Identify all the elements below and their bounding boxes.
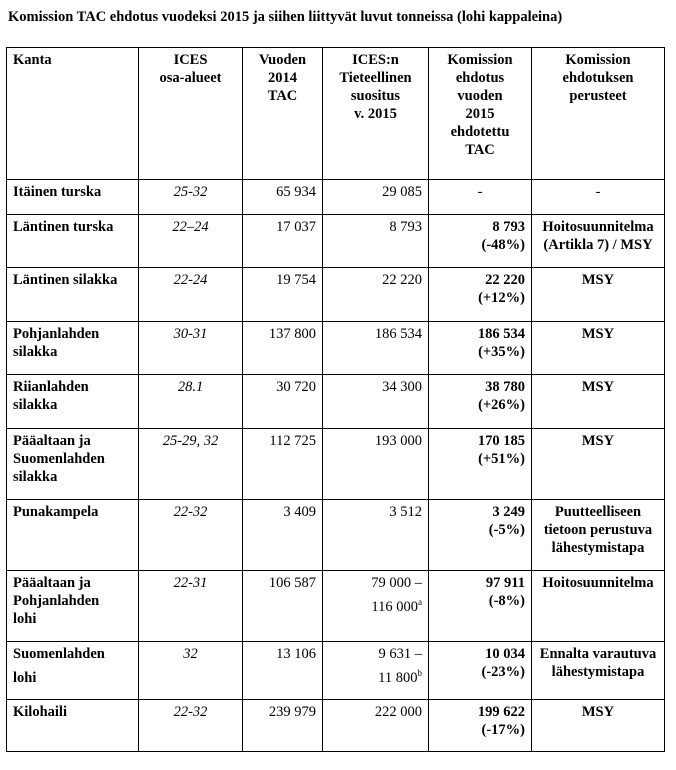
proposal-basis: MSY [532, 375, 665, 429]
ices-areas: 22-31 [139, 571, 243, 642]
header-basis: Komission ehdotuksen perusteet [532, 48, 665, 180]
proposal-basis: MSY [532, 268, 665, 322]
proposed-tac: 97 911 (-8%) [429, 571, 532, 642]
ices-advice: 186 534 [323, 322, 429, 375]
tac-2014: 137 800 [243, 322, 323, 375]
proposal-basis: MSY [532, 429, 665, 500]
stock-name: Pääaltaan ja Pohjanlahden lohi [7, 571, 139, 642]
ices-advice: 8 793 [323, 215, 429, 268]
ices-areas: 22–24 [139, 215, 243, 268]
stock-name: Pääaltaan ja Suomenlahden silakka [7, 429, 139, 500]
proposal-basis: MSY [532, 322, 665, 375]
proposed-tac: 3 249 (-5%) [429, 500, 532, 571]
header-ices: ICES osa-alueet [139, 48, 243, 180]
header-tac2014: Vuoden 2014 TAC [243, 48, 323, 180]
tac-2014: 30 720 [243, 375, 323, 429]
table-row [7, 571, 665, 642]
proposal-basis: - [532, 180, 665, 215]
header-advice: ICES:n Tieteellinen suositus v. 2015 [323, 48, 429, 180]
ices-advice: 222 000 [323, 700, 429, 752]
tac-2014: 239 979 [243, 700, 323, 752]
ices-advice: 29 085 [323, 180, 429, 215]
proposal-basis: Puutteelliseen tietoon perustuva lähestymistapa [532, 500, 665, 571]
tac-2014: 112 725 [243, 429, 323, 500]
ices-advice: 79 000 – 116 000$^a$ [323, 571, 429, 642]
stock-name: Pohjanlahden silakka [7, 322, 139, 375]
proposed-tac: 10 034 (-23%) [429, 642, 532, 700]
tac-2014: 106 587 [243, 571, 323, 642]
ices-advice: 9 631 – 11 800$^b$ [323, 642, 429, 700]
ices-areas: 25-29, 32 [139, 429, 243, 500]
table-row [7, 700, 665, 752]
proposed-tac: 186 534 (+35%) [429, 322, 532, 375]
proposed-tac: 199 622 (-17%) [429, 700, 532, 752]
header-stock: Kanta [7, 48, 139, 180]
table-row [7, 429, 665, 500]
ices-areas: 28.1 [139, 375, 243, 429]
ices-advice: 22 220 [323, 268, 429, 322]
tac-2014: 17 037 [243, 215, 323, 268]
tac-2014: 13 106 [243, 642, 323, 700]
proposal-basis: Hoitosuunnitelma (Artikla 7) / MSY [532, 215, 665, 268]
footnote-marker: b [417, 668, 422, 679]
tac-2014: 3 409 [243, 500, 323, 571]
ices-advice: 3 512 [323, 500, 429, 571]
header-row [7, 48, 665, 180]
proposed-tac: - [429, 180, 532, 215]
table-row [7, 642, 665, 700]
tac-2014: 65 934 [243, 180, 323, 215]
page-title: Komission TAC ehdotus vuodeksi 2015 ja siihen liittyvät luvut tonneissa (lohi kappaleina) [8, 9, 563, 25]
tac-table [6, 47, 665, 752]
ices-areas: 22-32 [139, 500, 243, 571]
table-row [7, 180, 665, 215]
table-row [7, 500, 665, 571]
proposed-tac: 8 793 (-48%) [429, 215, 532, 268]
stock-name: Riianlahden silakka [7, 375, 139, 429]
stock-name: Läntinen silakka [7, 268, 139, 322]
ices-advice: 193 000 [323, 429, 429, 500]
proposed-tac: 170 185 (+51%) [429, 429, 532, 500]
stock-name: Punakampela [7, 500, 139, 571]
table-row [7, 375, 665, 429]
stock-name: Kilohaili [7, 700, 139, 752]
proposal-basis: Hoitosuunnitelma [532, 571, 665, 642]
proposed-tac: 38 780 (+26%) [429, 375, 532, 429]
proposed-tac: 22 220 (+12%) [429, 268, 532, 322]
header-proposal: Komission ehdotus vuoden 2015 ehdotettu TAC [429, 48, 532, 180]
proposal-basis: Ennalta varautuva lähestymistapa [532, 642, 665, 700]
ices-areas: 22-32 [139, 700, 243, 752]
ices-areas: 25-32 [139, 180, 243, 215]
table-row [7, 322, 665, 375]
table-row [7, 268, 665, 322]
stock-name: Läntinen turska [7, 215, 139, 268]
tac-2014: 19 754 [243, 268, 323, 322]
table-row [7, 215, 665, 268]
ices-areas: 30-31 [139, 322, 243, 375]
footnote-marker: a [418, 597, 422, 608]
stock-name: Suomenlahden lohi [7, 642, 139, 700]
ices-areas: 22-24 [139, 268, 243, 322]
ices-advice: 34 300 [323, 375, 429, 429]
stock-name: Itäinen turska [7, 180, 139, 215]
ices-areas: 32 [139, 642, 243, 700]
proposal-basis: MSY [532, 700, 665, 752]
